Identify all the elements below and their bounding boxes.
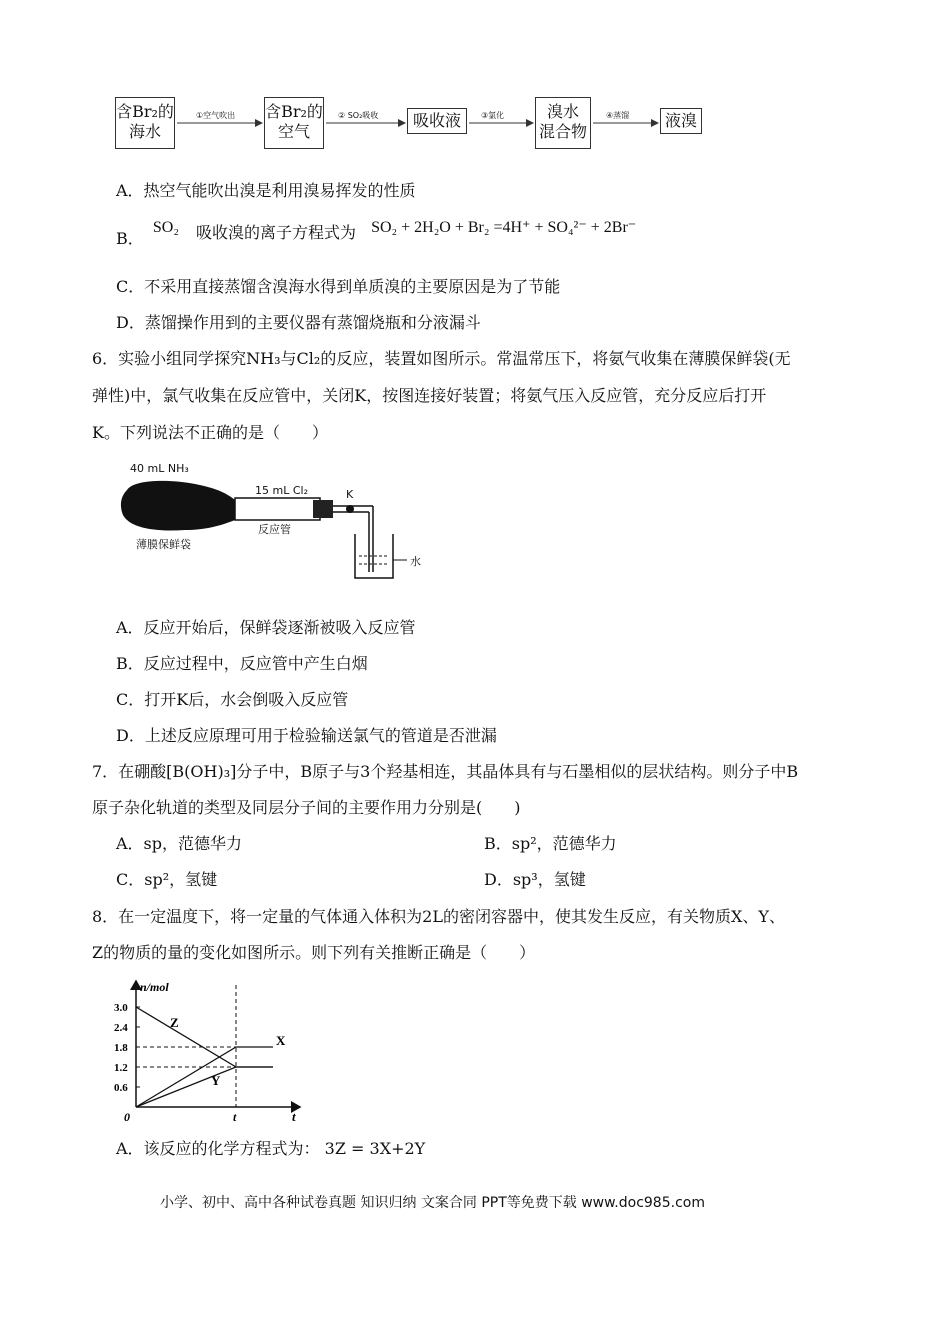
- series-label-x: X: [276, 1033, 286, 1048]
- q7-stem-line1: 7．在硼酸[B(OH)₃]分子中，B原子与3个羟基相连，其晶体具有与石墨相似的层状结构。则分子中B: [92, 762, 799, 781]
- q7-stem-line2: 原子杂化轨道的类型及同层分子间的主要作用力分别是( ): [92, 798, 521, 817]
- y-tick-label: 1.2: [114, 1062, 128, 1074]
- flow-box-mixture: 溴水 混合物: [535, 97, 591, 149]
- label-nh3: 40 mL NH₃: [130, 462, 189, 475]
- flow-arrow-label-1: ①空气吹出: [196, 111, 236, 120]
- valve-k: [346, 505, 354, 513]
- flow-box-air: 含Br₂的 空气: [264, 97, 324, 149]
- page-footer: 小学、初中、高中各种试卷真题 知识归纳 文案合同 PPT等免费下载 www.doc985.com: [160, 1195, 705, 1211]
- series-label-y: Y: [211, 1073, 221, 1088]
- y-axis-label: n/mol: [140, 980, 169, 994]
- q7-option-b: B．sp²，范德华力: [484, 834, 617, 853]
- label-water: 水: [410, 555, 421, 568]
- flow-arrow-label-3: ③氯化: [481, 111, 505, 120]
- flow-arrows: [0, 0, 950, 200]
- x-tick-label: 0: [124, 1110, 130, 1123]
- q8-option-a: A．该反应的化学方程式为： 3Z = 3X+2Y: [116, 1139, 426, 1158]
- stopper: [313, 500, 333, 518]
- flow-box-seawater: 含Br₂的 海水: [115, 97, 175, 149]
- x-axis-label: t: [292, 1109, 296, 1123]
- q6-stem-line2: 弹性)中，氯气收集在反应管中，关闭K，按图连接好装置；将氨气压入反应管，充分反应后打开: [92, 386, 767, 405]
- q7-option-c: C．sp²，氢键: [116, 870, 218, 889]
- y-tick-label: 3.0: [114, 1002, 128, 1014]
- label-tube: 反应管: [258, 523, 291, 536]
- y-tick-label: 0.6: [114, 1082, 128, 1094]
- flow-box-absorb: 吸收液: [407, 108, 467, 134]
- q7-option-d: D．sp³，氢键: [484, 870, 586, 889]
- q5-option-c: C．不采用直接蒸馏含溴海水得到单质溴的主要原因是为了节能: [116, 277, 561, 296]
- q6-option-d: D．上述反应原理可用于检验输送氯气的管道是否泄漏: [116, 726, 497, 745]
- q5-option-d: D．蒸馏操作用到的主要仪器有蒸馏烧瓶和分液漏斗: [116, 313, 481, 332]
- series-z-line: [136, 1007, 273, 1067]
- x-tick-label: t: [233, 1110, 237, 1123]
- q6-option-c: C．打开K后，水会倒吸入反应管: [116, 690, 349, 709]
- series-x-line: [136, 1047, 273, 1107]
- q5-option-b: B． SO₂ 吸收溴的离子方程式为 SO₂ + 2H₂O + Br₂ =4H⁺ + SO₄²⁻ + 2Br⁻: [116, 219, 637, 248]
- q6-option-a: A．反应开始后，保鲜袋逐渐被吸入反应管: [116, 618, 416, 637]
- label-cl2: 15 mL Cl₂: [255, 484, 308, 497]
- reaction-tube: [235, 498, 320, 520]
- y-tick-label: 2.4: [114, 1022, 128, 1034]
- flow-arrow-label-4: ④蒸馏: [606, 111, 630, 120]
- bag-shape: [121, 481, 235, 531]
- series-label-z: Z: [170, 1015, 179, 1030]
- q7-option-a: A．sp，范德华力: [116, 834, 243, 853]
- flow-arrow-label-2: ② SO₂吸收: [338, 111, 379, 120]
- q5-option-a: A．热空气能吹出溴是利用溴易挥发的性质: [116, 181, 416, 200]
- q6-stem-line3: K。下列说法不正确的是（ ）: [92, 423, 328, 442]
- series-y-line: [136, 1067, 273, 1107]
- y-tick-label: 1.8: [114, 1042, 128, 1054]
- q8-chart: [108, 975, 308, 1123]
- q8-stem-line2: Z的物质的量的变化如图所示。则下列有关推断正确是（ ）: [92, 943, 536, 962]
- q6-option-b: B．反应过程中，反应管中产生白烟: [116, 654, 368, 673]
- label-bag: 薄膜保鲜袋: [136, 538, 191, 551]
- flow-box-liquid-bromine: 液溴: [660, 108, 702, 134]
- q6-stem-line1: 6．实验小组同学探究NH₃与Cl₂的反应，装置如图所示。常温常压下，将氨气收集在薄膜保鲜袋(无: [92, 349, 791, 368]
- q8-stem-line1: 8．在一定温度下，将一定量的气体通入体积为2L的密闭容器中，使其发生反应，有关物质X、Y、: [92, 907, 785, 926]
- label-k: K: [346, 488, 354, 501]
